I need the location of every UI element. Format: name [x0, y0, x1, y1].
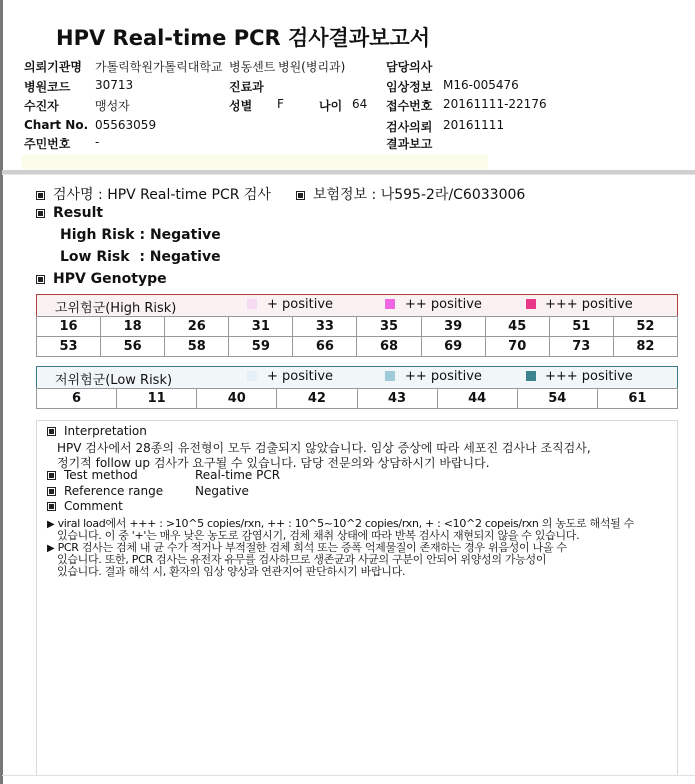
bullet-square-icon: [36, 209, 45, 218]
range-row: [47, 484, 163, 498]
genotype-heading-row: [36, 271, 167, 287]
institution-label: 의뢰기관명: [24, 60, 82, 74]
table-row: [37, 389, 678, 409]
genotype-cell: 33: [293, 317, 357, 337]
high-risk-header: [36, 294, 678, 317]
hospital-code-label: 병원코드: [24, 80, 71, 94]
genotype-cell: 73: [549, 337, 613, 357]
report-label: 결과보고: [386, 137, 433, 151]
request-value: 20161111: [443, 118, 505, 132]
sex-label: 성별: [229, 99, 253, 113]
genotype-cell: 70: [485, 337, 549, 357]
genotype-cell: 82: [613, 337, 677, 357]
genotype-cell: 26: [165, 317, 229, 337]
genotype-cell: 61: [597, 389, 677, 409]
high-risk-label: 고위험군(High Risk): [55, 301, 177, 316]
low-legend-2: ++ positive: [405, 369, 482, 384]
comment-2b: 있습니다. 또한, PCR 검사는 유전자 유무를 검사하므로 생존균과 사균의 구분이 안되어 위양성의 가능성이: [57, 553, 547, 566]
interpretation-row: [47, 424, 147, 438]
genotype-cell: 45: [485, 317, 549, 337]
insurance-row: [296, 184, 525, 204]
genotype-cell: 51: [549, 317, 613, 337]
genotype-cell: 59: [229, 337, 293, 357]
bottom-line: [2, 775, 695, 776]
comment-2c: 있습니다. 결과 해석 시, 환자의 임상 양상과 연관지어 판단하시기 바랍니다.: [57, 565, 406, 578]
left-border: [0, 0, 3, 784]
clinical-info-label: 임상정보: [386, 80, 433, 94]
report-text-box: [36, 420, 678, 776]
institution-overlay: 병동센트: [229, 60, 276, 74]
genotype-cell: 66: [293, 337, 357, 357]
genotype-cell: 16: [37, 317, 101, 337]
genotype-cell: 6: [37, 389, 117, 409]
genotype-cell: 52: [613, 317, 677, 337]
chart-no-value: 05563059: [95, 118, 157, 132]
test-name-row: [36, 184, 271, 204]
triangle-bullet-icon: ▶: [47, 519, 55, 530]
positive-2-swatch: [385, 299, 395, 309]
genotype-cell: 18: [101, 317, 165, 337]
bullet-square-icon: [36, 191, 45, 200]
genotype-cell: 69: [421, 337, 485, 357]
low-risk-header: [36, 366, 678, 389]
positive-1-swatch: [247, 371, 257, 381]
low-legend-1: + positive: [267, 369, 334, 384]
doctor-label: 담당의사: [386, 60, 433, 74]
positive-3-swatch: [526, 299, 536, 309]
id-value: -: [95, 135, 100, 149]
genotype-cell: 39: [421, 317, 485, 337]
interpretation-text-2: 정기적 follow up 검사가 요구될 수 있습니다. 담당 전문의와 상담하시기 바랍니다.: [57, 456, 490, 470]
age-label: 나이: [319, 99, 343, 113]
request-label: 검사의뢰: [386, 120, 433, 134]
high-legend-2: ++ positive: [405, 297, 482, 312]
bullet-square-icon: [36, 275, 45, 284]
bullet-square-icon: [296, 191, 305, 200]
id-label: 주민번호: [24, 137, 71, 151]
collector-label: 수진자: [24, 99, 59, 113]
genotype-cell: 68: [357, 337, 421, 357]
header-divider: [22, 155, 488, 169]
chart-no-label: Chart No.: [24, 118, 89, 132]
test-name: 검사명 : HPV Real-time PCR 검사: [53, 187, 271, 203]
low-risk-table: [36, 388, 678, 409]
low-risk-result: Low Risk : Negative: [60, 249, 221, 265]
genotype-cell: 54: [517, 389, 597, 409]
comment-1a: viral load에서 +++ : >10^5 copies/rxn, ++ : 10^5~10^2 copies/rxn, + : <10^2 copeis/rxn 의 농도로 해석될 수: [57, 517, 634, 530]
high-legend-3: +++ positive: [545, 297, 633, 312]
institution-value: 가톨릭학원가톨릭대학교: [95, 60, 223, 74]
positive-1-swatch: [247, 299, 257, 309]
range-label: Reference range: [64, 484, 164, 498]
genotype-cell: 58: [165, 337, 229, 357]
high-legend-1: + positive: [267, 297, 334, 312]
insurance-info: 보험정보 : 나595-2라/C6033006: [313, 187, 526, 203]
low-risk-label: 저위험군(Low Risk): [55, 373, 173, 388]
genotype-cell: 44: [437, 389, 517, 409]
interpretation-label: Interpretation: [64, 424, 147, 438]
interpretation-text-1: HPV 검사에서 28종의 유전형이 모두 검출되지 않았습니다. 임상 증상에 따라 세포진 검사나 조직검사,: [57, 441, 591, 455]
low-legend-3: +++ positive: [545, 369, 633, 384]
institution-value-2: 병원(병리과): [278, 60, 346, 74]
comment-row: [47, 499, 123, 513]
comment-2a: PCR 검사는 검체 내 균 수가 적거나 부적절한 검체 희석 또는 증폭 억제물질이 존재하는 경우 위음성이 나올 수: [57, 541, 567, 554]
method-label: Test method: [64, 468, 138, 482]
genotype-cell: 40: [197, 389, 277, 409]
dept-label: 진료과: [229, 80, 264, 94]
receipt-label: 접수번호: [386, 99, 433, 113]
genotype-heading: HPV Genotype: [53, 271, 167, 287]
header-line: [2, 174, 695, 175]
positive-2-swatch: [385, 371, 395, 381]
table-row: [37, 337, 678, 357]
genotype-cell: 31: [229, 317, 293, 337]
high-risk-result: High Risk : Negative: [60, 227, 221, 243]
age-value: 64: [352, 97, 368, 111]
hospital-code-value: 30713: [95, 78, 134, 92]
sex-value: F: [277, 97, 284, 111]
range-value: Negative: [195, 484, 249, 498]
receipt-value: 20161111-22176: [443, 97, 547, 111]
positive-3-swatch: [526, 371, 536, 381]
genotype-cell: 11: [117, 389, 197, 409]
genotype-cell: 56: [101, 337, 165, 357]
genotype-cell: 35: [357, 317, 421, 337]
collector-value: 맹성자: [95, 99, 130, 113]
table-row: [37, 317, 678, 337]
bullet-square-icon: [47, 471, 56, 480]
bullet-square-icon: [47, 427, 56, 436]
bullet-square-icon: [47, 487, 56, 496]
comment-label: Comment: [64, 499, 123, 513]
genotype-cell: 53: [37, 337, 101, 357]
result-heading-row: [36, 205, 103, 221]
comment-1b: 있습니다. 이 중 '+'는 매우 낮은 농도로 감염시기, 검체 채취 상태에 따라 반복 검사시 재현되지 않을 수 있습니다.: [57, 529, 580, 542]
result-heading: Result: [53, 205, 104, 221]
bullet-square-icon: [47, 502, 56, 511]
triangle-bullet-icon: ▶: [47, 543, 55, 554]
method-value: Real-time PCR: [195, 468, 281, 482]
genotype-cell: 42: [277, 389, 357, 409]
high-risk-table: [36, 316, 678, 357]
genotype-cell: 43: [357, 389, 437, 409]
report-title: HPV Real-time PCR 검사결과보고서: [56, 26, 430, 50]
clinical-info-value: M16-005476: [443, 78, 519, 92]
method-row: [47, 468, 138, 482]
